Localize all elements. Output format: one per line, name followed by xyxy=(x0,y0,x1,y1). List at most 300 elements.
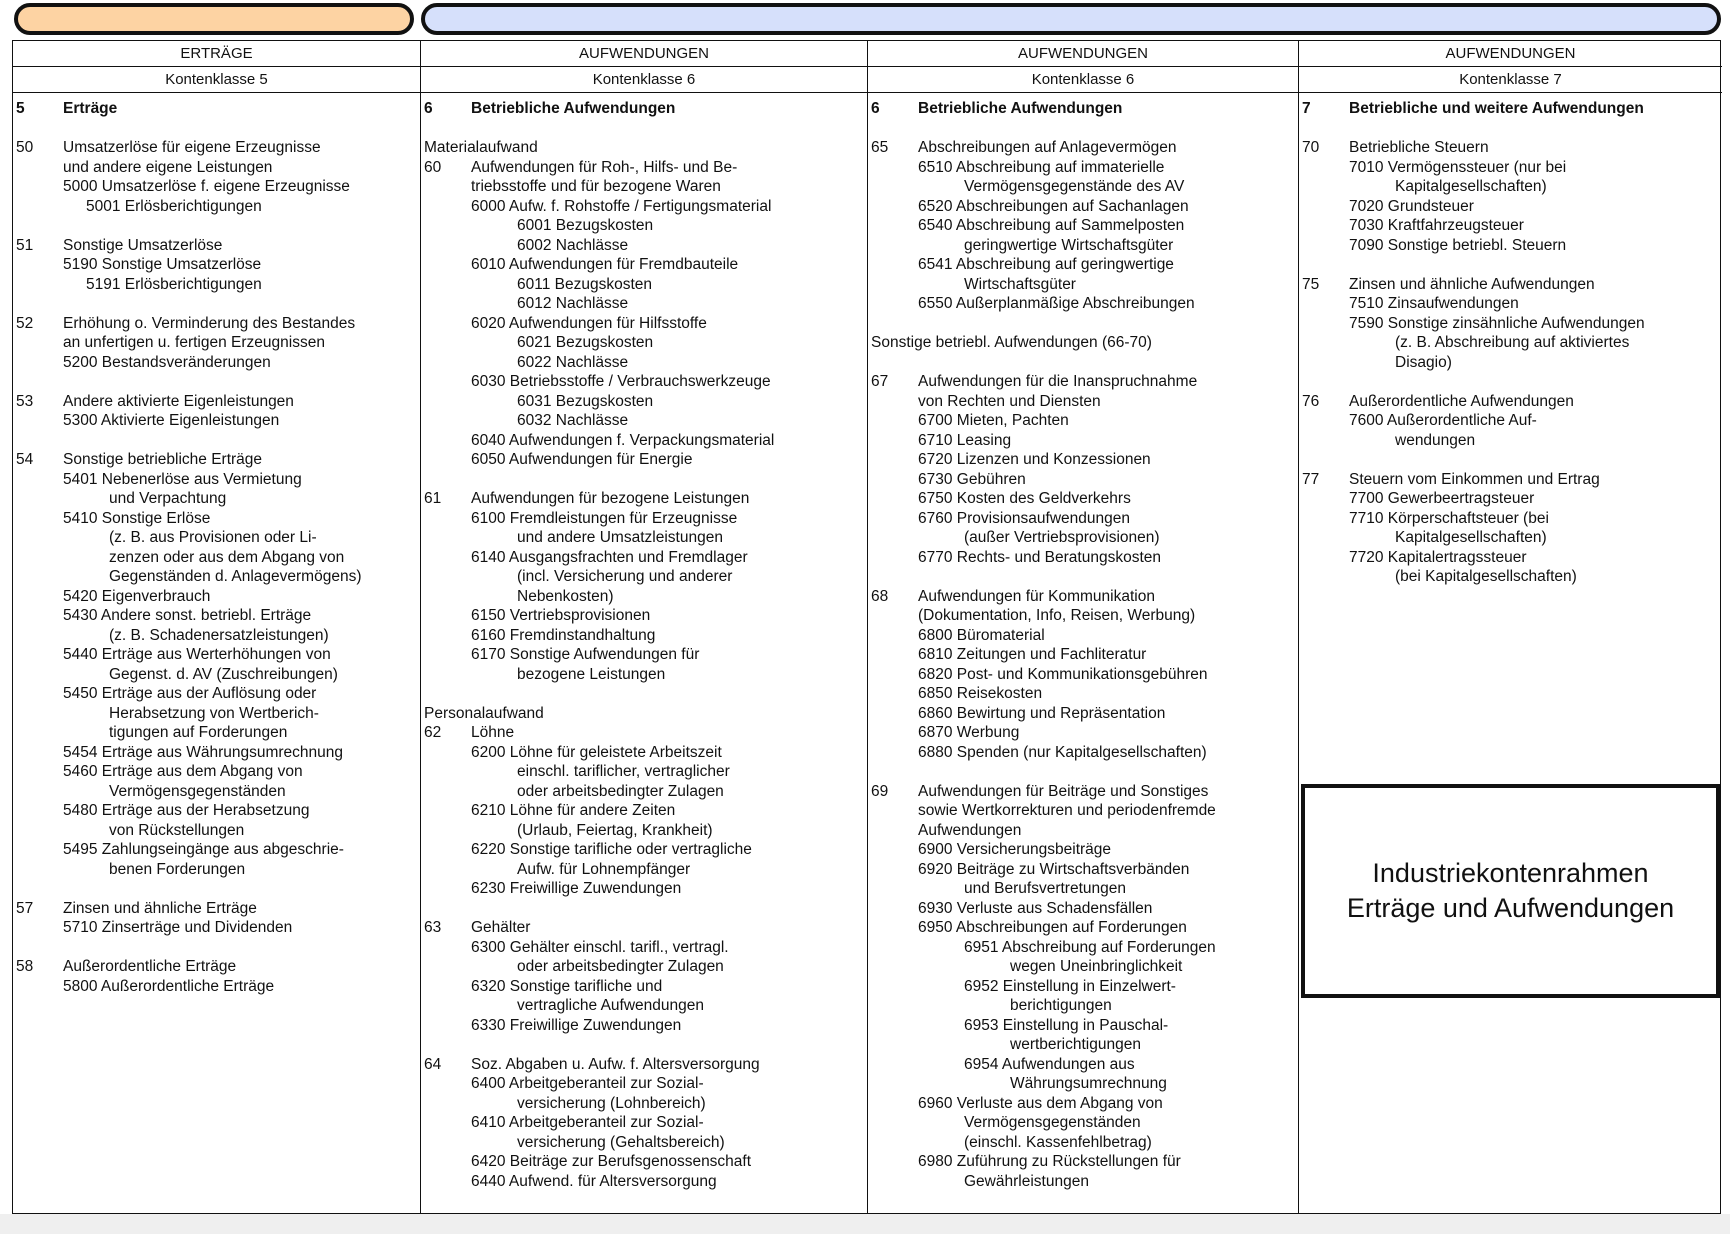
account-text: 6730 Gebühren xyxy=(918,470,1026,488)
account-text: sowie Wertkorrekturen und periodenfremde xyxy=(918,802,1216,819)
account-line xyxy=(421,197,867,217)
account-text: Erträge xyxy=(63,100,118,117)
account-line xyxy=(13,450,420,470)
account-line xyxy=(868,938,1298,958)
account-line xyxy=(421,743,867,763)
title-line-1: Industriekontenrahmen xyxy=(1372,858,1649,888)
account-line xyxy=(868,1035,1298,1055)
account-text: 6930 Verluste aus Schadensfällen xyxy=(918,899,1153,917)
account-number: 7 xyxy=(1302,100,1311,117)
account-text: versicherung (Gehaltsbereich) xyxy=(517,1133,725,1151)
account-number: 62 xyxy=(424,724,442,741)
account-text: Nebenkosten) xyxy=(517,587,614,605)
account-text: bezogene Leistungen xyxy=(517,665,666,683)
account-line xyxy=(1299,177,1722,197)
account-text: 5454 Erträge aus Währungsumrechnung xyxy=(63,743,344,761)
account-text: 6520 Abschreibungen auf Sachanlagen xyxy=(918,197,1189,215)
account-text: 6001 Bezugskosten xyxy=(517,217,654,234)
spacer xyxy=(868,314,1298,334)
account-text: benen Forderungen xyxy=(109,860,246,878)
account-line xyxy=(868,197,1298,217)
account-line xyxy=(1299,528,1722,548)
account-text: Betriebliche Aufwendungen xyxy=(918,100,1123,117)
account-line xyxy=(421,1172,867,1192)
account-text: an unfertigen u. fertigen Erzeugnissen xyxy=(63,334,325,351)
account-text: 6420 Beiträge zur Berufsgenossenschaft xyxy=(471,1153,752,1170)
account-line xyxy=(868,275,1298,295)
account-text: Gewährleistungen xyxy=(964,1172,1089,1190)
account-line xyxy=(13,899,420,919)
account-text: 6010 Aufwendungen für Fremdbauteile xyxy=(471,256,739,273)
account-line xyxy=(868,411,1298,431)
account-text: 6960 Verluste aus dem Abgang von xyxy=(918,1094,1163,1112)
account-line xyxy=(868,996,1298,1016)
account-line xyxy=(868,645,1298,665)
account-text: Herabsetzung von Wertberich- xyxy=(109,704,319,722)
account-line xyxy=(421,704,867,724)
column-4 xyxy=(1298,41,1722,1213)
account-line xyxy=(13,528,420,548)
account-text: triebsstoffe und für bezogene Waren xyxy=(471,178,721,195)
account-text: (z. B. Abschreibung auf aktiviertes xyxy=(1395,334,1630,351)
account-line xyxy=(13,587,420,607)
account-text: 6920 Beiträge zu Wirtschaftsverbänden xyxy=(918,860,1190,878)
account-line xyxy=(13,236,420,256)
spacer xyxy=(1299,450,1722,470)
account-text: 6031 Bezugskosten xyxy=(517,392,654,410)
account-text: 6032 Nachlässe xyxy=(517,412,629,429)
account-text: 6800 Büromaterial xyxy=(918,626,1045,644)
account-text: 6850 Reisekosten xyxy=(918,685,1043,702)
account-text: Sonstige Umsatzerlöse xyxy=(63,236,223,254)
account-text: 5001 Erlösberichtigungen xyxy=(86,197,262,215)
column-class-header: Kontenklasse 7 xyxy=(1299,67,1722,93)
column-type-header: AUFWENDUNGEN xyxy=(868,41,1298,67)
account-text: wegen Uneinbringlichkeit xyxy=(1010,958,1183,975)
account-text: geringwertige Wirtschaftsgüter xyxy=(964,236,1174,254)
account-text: 6011 Bezugskosten xyxy=(517,275,653,293)
account-line xyxy=(868,1094,1298,1114)
account-text: von Rückstellungen xyxy=(109,821,245,839)
account-text: Währungsumrechnung xyxy=(1010,1075,1167,1092)
account-line xyxy=(868,860,1298,880)
account-text: wertberichtigungen xyxy=(1010,1036,1141,1053)
account-number: 52 xyxy=(16,314,34,332)
column-type-header: AUFWENDUNGEN xyxy=(1299,41,1722,67)
account-text: zenzen oder aus dem Abgang von xyxy=(109,548,345,566)
account-text: Außerordentliche Aufwendungen xyxy=(1349,392,1574,410)
account-text: Abschreibungen auf Anlagevermögen xyxy=(918,139,1177,156)
account-line xyxy=(421,353,867,373)
account-line xyxy=(868,99,1298,119)
account-text: 6820 Post- und Kommunikationsgebühren xyxy=(918,665,1208,683)
account-text: 6510 Abschreibung auf immaterielle xyxy=(918,158,1165,176)
account-text: Aufw. für Lohnempfänger xyxy=(517,860,691,878)
account-line xyxy=(421,1016,867,1036)
account-text: (Urlaub, Feiertag, Krankheit) xyxy=(517,821,713,839)
account-line xyxy=(13,509,420,529)
account-line xyxy=(13,333,420,353)
orange-header-bar xyxy=(14,3,414,35)
account-line xyxy=(1299,489,1722,509)
account-line xyxy=(13,704,420,724)
spacer xyxy=(13,119,420,139)
account-number: 75 xyxy=(1302,275,1320,293)
spacer xyxy=(868,353,1298,373)
account-text: 6750 Kosten des Geldverkehrs xyxy=(918,490,1131,507)
account-text: 6770 Rechts- und Beratungskosten xyxy=(918,548,1161,566)
account-text: Vermögensgegenständen xyxy=(964,1114,1141,1131)
account-text: Steuern vom Einkommen und Ertrag xyxy=(1349,470,1600,488)
account-line xyxy=(421,1074,867,1094)
account-number: 76 xyxy=(1302,392,1320,410)
account-line xyxy=(13,314,420,334)
account-number: 67 xyxy=(871,373,889,390)
account-text: vertragliche Aufwendungen xyxy=(517,997,704,1014)
spacer xyxy=(421,1035,867,1055)
footer-strip xyxy=(0,1214,1730,1234)
account-line xyxy=(13,177,420,197)
account-text: 5410 Sonstige Erlöse xyxy=(63,509,211,527)
account-text: 6140 Ausgangsfrachten und Fremdlager xyxy=(471,548,748,566)
account-line xyxy=(13,782,420,802)
account-line xyxy=(1299,138,1722,158)
spacer xyxy=(868,762,1298,782)
account-text: 6170 Sonstige Aufwendungen für xyxy=(471,646,700,663)
account-text: 6870 Werbung xyxy=(918,724,1020,741)
account-line xyxy=(868,704,1298,724)
account-number: 53 xyxy=(16,392,34,410)
account-text: Betriebliche Steuern xyxy=(1349,139,1489,156)
account-text: 6022 Nachlässe xyxy=(517,353,629,371)
account-line xyxy=(868,801,1298,821)
account-number: Personalaufwand xyxy=(424,704,544,722)
account-line xyxy=(13,684,420,704)
spacer xyxy=(868,119,1298,139)
account-line xyxy=(1299,197,1722,217)
account-line xyxy=(421,509,867,529)
account-text: oder arbeitsbedingter Zulagen xyxy=(517,958,724,975)
blue-header-bar xyxy=(421,3,1721,35)
account-text: 6951 Abschreibung auf Forderungen xyxy=(964,938,1216,956)
account-line xyxy=(868,431,1298,451)
spacer xyxy=(13,372,420,392)
account-line xyxy=(1299,567,1722,587)
account-line xyxy=(421,801,867,821)
title-box xyxy=(1301,784,1720,998)
account-text: 7700 Gewerbeertragsteuer xyxy=(1349,490,1535,507)
account-text: 5495 Zahlungseingänge aus abgeschrie- xyxy=(63,841,344,858)
account-text: 7090 Sonstige betriebl. Steuern xyxy=(1349,236,1567,254)
account-text: 6541 Abschreibung auf geringwertige xyxy=(918,256,1174,273)
account-text: Zinsen und ähnliche Erträge xyxy=(63,899,257,917)
column-class-header: Kontenklasse 6 xyxy=(421,67,867,93)
spacer xyxy=(421,684,867,704)
account-text: 6220 Sonstige tarifliche oder vertragliche xyxy=(471,841,752,858)
account-text: oder arbeitsbedingter Zulagen xyxy=(517,782,724,800)
account-line xyxy=(868,1016,1298,1036)
account-line xyxy=(421,392,867,412)
account-line xyxy=(421,333,867,353)
account-text: 5401 Nebenerlöse aus Vermietung xyxy=(63,470,302,488)
account-line xyxy=(13,840,420,860)
account-text: 6100 Fremdleistungen für Erzeugnisse xyxy=(471,509,738,527)
account-line xyxy=(1299,353,1722,373)
account-text: 7710 Körperschaftsteuer (bei xyxy=(1349,509,1549,527)
account-number: 50 xyxy=(16,139,34,156)
account-line xyxy=(13,255,420,275)
account-line xyxy=(421,177,867,197)
account-line xyxy=(13,353,420,373)
account-line xyxy=(868,918,1298,938)
account-line xyxy=(421,918,867,938)
column-2 xyxy=(420,41,867,1213)
account-line xyxy=(1299,392,1722,412)
account-text: Aufwendungen für die Inanspruchnahme xyxy=(918,373,1198,390)
account-text: Sonstige betriebliche Erträge xyxy=(63,451,263,468)
account-number: 77 xyxy=(1302,470,1320,488)
account-text: 5710 Zinserträge und Dividenden xyxy=(63,919,293,936)
account-line xyxy=(421,1113,867,1133)
account-line xyxy=(13,723,420,743)
column-class-header: Kontenklasse 6 xyxy=(868,67,1298,93)
account-number: 51 xyxy=(16,236,34,254)
account-text: tigungen auf Forderungen xyxy=(109,724,288,741)
account-line xyxy=(421,879,867,899)
spacer xyxy=(1299,119,1722,139)
account-line xyxy=(13,567,420,587)
account-text: 7600 Außerordentliche Auf- xyxy=(1349,412,1537,429)
title-line-2: Erträge und Aufwendungen xyxy=(1346,893,1675,923)
account-line xyxy=(421,938,867,958)
account-text: 6050 Aufwendungen für Energie xyxy=(471,451,693,468)
account-line xyxy=(421,255,867,275)
account-line xyxy=(13,821,420,841)
account-text: Wirtschaftsgüter xyxy=(964,275,1076,293)
account-number: 60 xyxy=(424,158,442,176)
account-line xyxy=(868,294,1298,314)
account-line xyxy=(868,1055,1298,1075)
account-line xyxy=(421,216,867,236)
account-line xyxy=(13,801,420,821)
account-text: wendungen xyxy=(1395,431,1476,449)
account-line xyxy=(868,333,1298,353)
account-line xyxy=(868,372,1298,392)
account-text: berichtigungen xyxy=(1010,997,1112,1014)
account-text: 6900 Versicherungsbeiträge xyxy=(918,841,1112,858)
account-text: 6230 Freiwillige Zuwendungen xyxy=(471,880,682,897)
account-line xyxy=(13,99,420,119)
account-line xyxy=(421,626,867,646)
account-line xyxy=(13,138,420,158)
account-text: 5440 Erträge aus Werterhöhungen von xyxy=(63,646,331,663)
account-text: 6150 Vertriebsprovisionen xyxy=(471,607,651,624)
account-line xyxy=(13,977,420,997)
account-text: Erhöhung o. Verminderung des Bestandes xyxy=(63,314,356,332)
account-line xyxy=(421,665,867,685)
account-text: 6980 Zuführung zu Rückstellungen für xyxy=(918,1153,1181,1170)
account-text: Gehälter xyxy=(471,919,531,936)
account-text: 6410 Arbeitgeberanteil zur Sozial- xyxy=(471,1114,704,1131)
account-text: (außer Vertriebsprovisionen) xyxy=(964,529,1160,546)
account-text: 5460 Erträge aus dem Abgang von xyxy=(63,763,303,780)
account-number: 54 xyxy=(16,451,34,468)
account-text: Zinsen und ähnliche Aufwendungen xyxy=(1349,275,1595,293)
account-text: 5200 Bestandsveränderungen xyxy=(63,353,271,371)
account-text: 6330 Freiwillige Zuwendungen xyxy=(471,1016,682,1034)
account-line xyxy=(421,548,867,568)
account-line xyxy=(1299,431,1722,451)
account-text: und andere eigene Leistungen xyxy=(63,158,273,176)
account-chart-table xyxy=(12,40,1721,1214)
account-text: und Berufsvertretungen xyxy=(964,880,1126,897)
account-text: 6700 Mieten, Pachten xyxy=(918,412,1069,429)
account-text: 7030 Kraftfahrzeugsteuer xyxy=(1349,217,1524,234)
account-text: 6021 Bezugskosten xyxy=(517,334,654,351)
account-text: 6710 Leasing xyxy=(918,431,1012,449)
account-line xyxy=(868,879,1298,899)
account-text: Disagio) xyxy=(1395,353,1452,371)
account-text: 7510 Zinsaufwendungen xyxy=(1349,295,1519,312)
account-line xyxy=(868,743,1298,763)
account-line xyxy=(421,782,867,802)
account-line xyxy=(868,899,1298,919)
account-line xyxy=(13,411,420,431)
account-line xyxy=(868,957,1298,977)
account-line xyxy=(421,528,867,548)
account-text: 5190 Sonstige Umsatzerlöse xyxy=(63,256,262,273)
account-text: 6300 Gehälter einschl. tarifl., vertragl. xyxy=(471,938,729,956)
account-line xyxy=(421,840,867,860)
account-text: und Verpachtung xyxy=(109,490,227,507)
account-line xyxy=(868,587,1298,607)
account-text: 6550 Außerplanmäßige Abschreibungen xyxy=(918,295,1195,312)
account-text: 5300 Aktivierte Eigenleistungen xyxy=(63,412,280,429)
account-text: 7010 Vermögenssteuer (nur bei xyxy=(1349,158,1567,176)
account-number: 5 xyxy=(16,100,25,117)
account-text: Vermögensgegenstände des AV xyxy=(964,178,1185,195)
account-line xyxy=(1299,333,1722,353)
account-number: 65 xyxy=(871,139,889,156)
account-line xyxy=(1299,548,1722,568)
account-text: 7720 Kapitalertragssteuer xyxy=(1349,548,1527,566)
account-number: 6 xyxy=(424,100,433,117)
column-class-header: Kontenklasse 5 xyxy=(13,67,420,93)
account-line xyxy=(421,645,867,665)
account-line xyxy=(421,996,867,1016)
account-line xyxy=(421,606,867,626)
account-line xyxy=(1299,216,1722,236)
account-text: (z. B. aus Provisionen oder Li- xyxy=(109,529,317,546)
account-text: Vermögensgegenständen xyxy=(109,782,286,800)
account-line xyxy=(1299,411,1722,431)
account-text: (bei Kapitalgesellschaften) xyxy=(1395,568,1577,585)
account-number: 57 xyxy=(16,899,34,917)
account-text: 6860 Bewirtung und Repräsentation xyxy=(918,704,1166,722)
account-line xyxy=(868,470,1298,490)
account-text: einschl. tariflicher, vertraglicher xyxy=(517,763,730,780)
account-line xyxy=(868,450,1298,470)
account-line xyxy=(868,1133,1298,1153)
account-text: Soz. Abgaben u. Aufw. f. Altersversorgung xyxy=(471,1055,760,1073)
account-line xyxy=(868,821,1298,841)
account-line xyxy=(868,840,1298,860)
account-line xyxy=(868,216,1298,236)
account-line xyxy=(1299,236,1722,256)
account-line xyxy=(1299,275,1722,295)
account-text: Kapitalgesellschaften) xyxy=(1395,529,1547,546)
account-text: 6030 Betriebsstoffe / Verbrauchswerkzeuge xyxy=(471,373,771,390)
account-number: 61 xyxy=(424,490,442,507)
column-type-header: AUFWENDUNGEN xyxy=(421,41,867,67)
account-line xyxy=(13,645,420,665)
account-line xyxy=(868,782,1298,802)
account-line xyxy=(13,665,420,685)
account-text: 6950 Abschreibungen auf Forderungen xyxy=(918,919,1187,936)
account-line xyxy=(13,548,420,568)
account-text: 5420 Eigenverbrauch xyxy=(63,587,211,605)
account-text: 6320 Sonstige tarifliche und xyxy=(471,977,663,995)
account-line xyxy=(421,860,867,880)
account-text: Außerordentliche Erträge xyxy=(63,958,237,975)
account-line xyxy=(868,665,1298,685)
account-text: und andere Umsatzleistungen xyxy=(517,529,723,546)
account-line xyxy=(421,138,867,158)
account-line xyxy=(13,275,420,295)
spacer xyxy=(1299,255,1722,275)
account-line xyxy=(421,957,867,977)
account-text: 5191 Erlösberichtigungen xyxy=(86,275,262,293)
account-text: 5000 Umsatzerlöse f. eigene Erzeugnisse xyxy=(63,178,350,195)
account-line xyxy=(421,567,867,587)
account-line xyxy=(13,489,420,509)
account-line xyxy=(13,918,420,938)
account-text: 6400 Arbeitgeberanteil zur Sozial- xyxy=(471,1075,704,1092)
account-line xyxy=(1299,314,1722,334)
account-line xyxy=(868,489,1298,509)
account-line xyxy=(868,177,1298,197)
account-line xyxy=(868,1172,1298,1192)
account-text: Aufwendungen für Roh-, Hilfs- und Be- xyxy=(471,158,738,176)
account-line xyxy=(1299,470,1722,490)
account-number: 63 xyxy=(424,919,442,936)
account-text: (incl. Versicherung und anderer xyxy=(517,568,733,585)
account-line xyxy=(13,606,420,626)
account-text: 6540 Abschreibung auf Sammelposten xyxy=(918,217,1185,234)
account-line xyxy=(421,723,867,743)
account-text: versicherung (Lohnbereich) xyxy=(517,1094,706,1112)
account-line xyxy=(1299,509,1722,529)
account-line xyxy=(13,158,420,178)
account-line xyxy=(868,236,1298,256)
account-number: 68 xyxy=(871,587,889,605)
account-text: 5800 Außerordentliche Erträge xyxy=(63,977,275,995)
spacer xyxy=(13,879,420,899)
account-text: Aufwendungen für Beiträge und Sonstiges xyxy=(918,782,1209,800)
account-line xyxy=(13,392,420,412)
account-line xyxy=(868,723,1298,743)
spacer xyxy=(421,470,867,490)
account-text: 5450 Erträge aus der Auflösung oder xyxy=(63,685,317,702)
account-line xyxy=(868,509,1298,529)
account-text: Aufwendungen für Kommunikation xyxy=(918,587,1155,605)
account-text: 6952 Einstellung in Einzelwert- xyxy=(964,977,1176,995)
account-text: 5480 Erträge aus der Herabsetzung xyxy=(63,802,310,819)
account-line xyxy=(421,372,867,392)
account-line xyxy=(868,684,1298,704)
account-line xyxy=(421,275,867,295)
account-line xyxy=(868,255,1298,275)
